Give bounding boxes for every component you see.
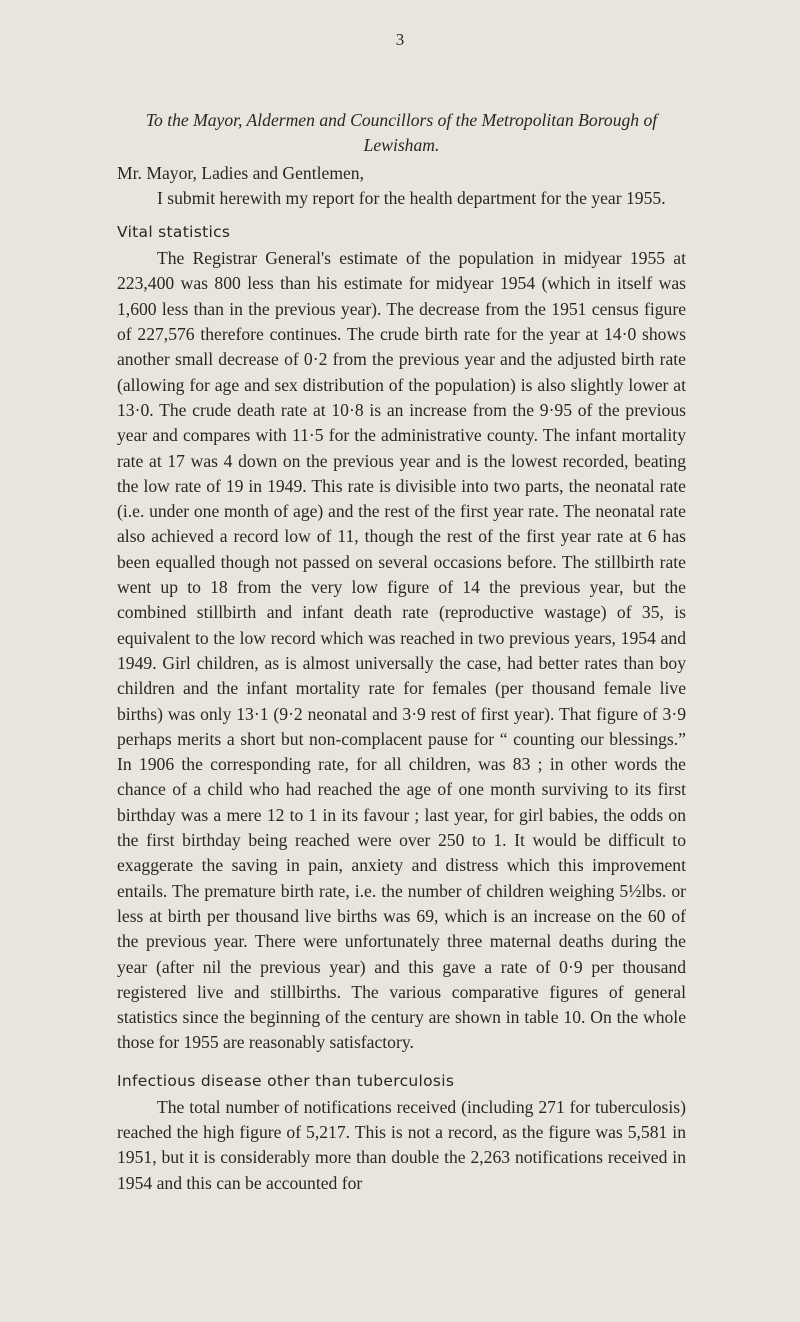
section-body-infectious-disease: The total number of notifications received (including 271 for tuberculosis) reached the high figure of 5,217. This is not a record, as the figure was 5,581 in 1951, but it is considerably more than double the 2,263 notifications received in 1954 and this can be accounted for	[117, 1096, 686, 1193]
letter-intro: I submit herewith my report for the health department for the year 1955.	[157, 187, 666, 208]
letter-address: To the Mayor, Aldermen and Councillors of the Metropolitan Borough of Lewisham.	[145, 110, 658, 156]
section-body-vital-statistics: The Registrar General's estimate of the population in midyear 1955 at 223,400 was 800 less than his estimate for midyear 1954 (which in itself was 1,600 less than in the previous year). The decrease from the 1951 census figure of 227,576 therefore continues. The crude birth rate for the year at 14·0 shows another small decrease of 0·2 from the previous year and the adjusted birth rate (allowing for age and sex distribution of the population) is also slightly lower at 13·0. The crude death rate at 10·8 is an increase from the 9·95 of the previous year and compares with 11·5 for the administrative county. The infant mortality rate at 17 was 4 down on the previous year and is the lowest recorded, beating the low rate of 19 in 1949. This rate is divisible into two parts, the neonatal rate (i.e. under one month of age) and the rest of the first year rate. The neonatal rate also achieved a record low of 11, though the rest of the first year rate at 6 has been equalled though not passed on several occasions before. The stillbirth rate went up to 18 from the very low figure of 14 the previous year, but the combined stillbirth and infant death rate (reproductive wastage) of 35, is equivalent to the low record which was reached in two previous years, 1954 and 1949. Girl children, as is almost universally the case, had better rates than boy children and the infant mortality rate for females (per thousand female live births) was only 13·1 (9·2 neonatal and 3·9 rest of first year). That figure of 3·9 perhaps merits a short but non-complacent pause for “ counting our blessings.” In 1906 the corresponding rate, for all children, was 83 ; in other words the chance of a child who had reached the age of one month surviving to its first birthday was a mere 12 to 1 in its favour ; last year, for girl babies, the odds on the first birthday being reached were over 250 to 1. It would be difficult to exaggerate the saving in pain, anxiety and distress which this improvement entails. The premature birth rate, i.e. the number of children weighing 5½lbs. or less at birth per thousand live births was 69, which is an increase on the 60 of the previous year. There were unfortunately three maternal deaths during the year (after nil the previous year) and this gave a rate of 0·9 per thousand registered live and stillbirths. The various comparative figures of general statistics since the beginning of the century are shown in table 10. On the whole those for 1955 are reasonably satisfactory.	[117, 248, 686, 1053]
page-number: 3	[395, 30, 405, 49]
section-heading-vital-statistics: Vital statistics	[117, 223, 231, 242]
report-body	[117, 108, 686, 1196]
section-heading-infectious-disease: Infectious disease other than tuberculosis	[117, 1071, 455, 1090]
letter-salutation: Mr. Mayor, Ladies and Gentlemen,	[117, 162, 365, 183]
